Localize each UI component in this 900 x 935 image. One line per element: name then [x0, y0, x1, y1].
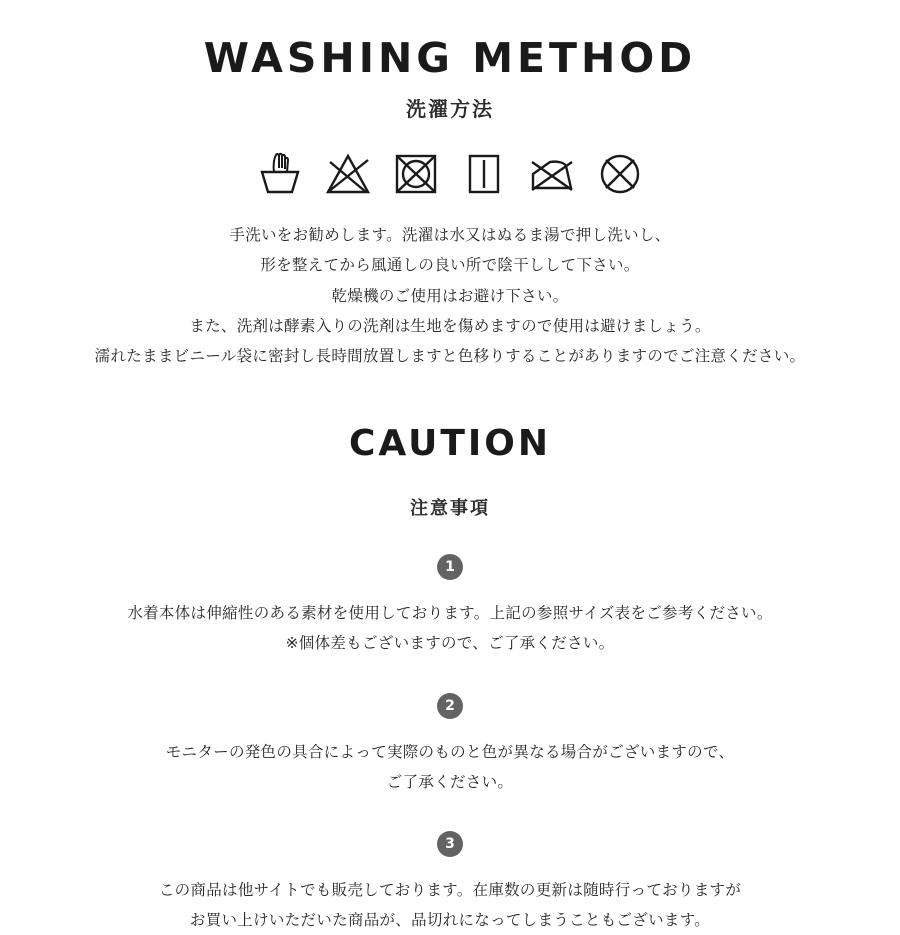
- washing-method-title-jp: 洗濯方法: [406, 97, 494, 122]
- caution-line: 水着本体は伸縮性のある素材を使用しております。上記の参照サイズ表をご参考ください。: [127, 604, 773, 623]
- caution-line: モニターの発色の具合によって実際のものと色が異なる場合がございますので、: [165, 742, 735, 761]
- no-bleach-icon: [322, 148, 374, 198]
- caution-item-text: [40, 598, 860, 658]
- care-symbol-row: [40, 148, 860, 198]
- washing-line: また、洗剤は酵素入りの洗剤は生地を傷めますので使用は避けましょう。: [189, 316, 711, 335]
- washing-line: 形を整えてから風通しの良い所で陰干しして下さい。: [260, 256, 640, 275]
- caution-title-jp: 注意事項: [410, 498, 490, 520]
- caution-number-badge: 2: [437, 693, 463, 719]
- caution-number-badge: 3: [437, 831, 463, 857]
- hand-wash-icon: [254, 148, 306, 198]
- washing-method-title-en: WASHING METHOD: [203, 34, 697, 82]
- caution-item-text: [40, 875, 860, 935]
- washing-line: 手洗いをお勧めします。洗濯は水又はぬるま湯で押し洗いし、: [229, 226, 671, 245]
- no-tumble-dry-icon: [390, 148, 442, 198]
- no-dry-clean-icon: [594, 148, 646, 198]
- washing-line: 乾燥機のご使用はお避け下さい。: [331, 286, 569, 305]
- washing-instructions-text: [40, 220, 860, 371]
- washing-line: 濡れたままビニール袋に密封し長時間放置しますと色移りすることがありますのでご注意ください。: [94, 346, 806, 365]
- caution-item-text: [40, 737, 860, 797]
- caution-number-badge: 1: [437, 554, 463, 580]
- caution-item-1: [40, 554, 860, 658]
- caution-line: お買い上けいただいた商品が、品切れになってしまうこともございます。: [189, 911, 711, 930]
- caution-line: この商品は他サイトでも販売しております。在庫数の更新は随時行っておりますが: [158, 880, 742, 899]
- caution-line: ※個体差もございますので、ご了承ください。: [285, 634, 615, 653]
- caution-item-2: [40, 693, 860, 797]
- caution-section: [40, 423, 860, 935]
- drip-dry-vertical-icon: [458, 148, 510, 198]
- no-iron-icon: [526, 148, 578, 198]
- washing-method-section: [40, 36, 860, 371]
- caution-line: ご了承ください。: [386, 772, 514, 791]
- caution-title-en: CAUTION: [348, 423, 552, 465]
- caution-item-3: [40, 831, 860, 935]
